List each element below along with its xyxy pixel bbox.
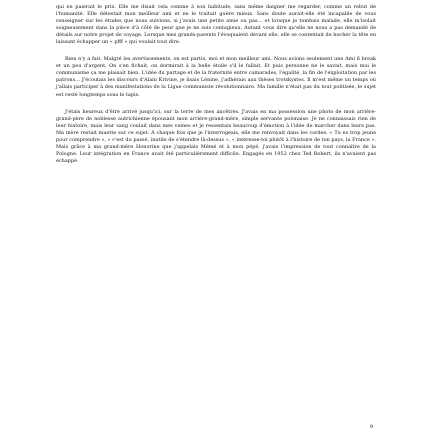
paragraph-continuation: qui en paierait le prix. Elle me disait cela comme à son habitude, sans même daigner me regarder, comme un rebut de l'humanité. Elle détestait mon meilleur ami et ne le traitait guère mieux. Sans doute aurait-elle été incapable de vous renseigner sur les études que nous suivions, si j'avais une petite amie ou pas… et lorsque je tombais malade, elle m'isolait soigneusement dans la pièce d'à côté de peur que je ne sois contagieux. Autant vous dire qu'elle ne nous a pas demandé de détails sur notre projet de voyage. Lorsque mes grands-parents l'évoquaient devant elle, elle se contentait de hocher la tête en laissant échapper un « pfff » qui voulait tout dire.	[56, 4, 376, 46]
paragraph-departure: Rien n'y a fait. Malgré les avertissements, on est partis, moi et mon meilleur ami. Nous avions seulement une Ami 6 break et un peu d'argent. On s'en fichait, on dormirait à la belle étoile s'il le fallait. Et puis personne ne le savait, mais moi le communisme ça me plaisait bien. L'idée du partage et de la fraternité entre camarades, l'égalité, la fin de l'exploitation par les patrons… J'écoutais les discours d'Alain Krivine, je lisais Lénine, j'adhérais aux thèses trotskystes. Il m'est même un temps où j'allais participer à des manifestations de la Ligue communiste révolutionnaire. Ma famille n'était pas du tout politisée, le sujet est resté longtemps sous le tapis.	[56, 56, 376, 98]
page-number: 9	[369, 424, 373, 430]
paragraph-ancestors: J'étais heureux d'être arrivé jusqu'ici, sur la terre de mes ancêtres. J'avais en ma possession une photo de mon arrière-grand-père de noblesse autrichienne épousant mon arrière-grand-mère, simple servante polonaise. Je ne connaissais rien de leur histoire, mais leur sang coulait dans mes veines et je ressentais beaucoup d'émotion à l'idée de marcher dans leurs pas. Ma mère restait muette sur ce sujet. À chaque fois que je l'interrogeais, elle me renvoyait dans les cordes. « Tu es trop jeune pour comprendre », « c'est du passé, inutile de s'étendre là-dessus », « intéresse-toi plutôt à l'histoire de ton pays, la France ». Mais grâce à ma grand-mère Honorine que j'appelais Mémé et à mon pépé, j'avais l'impression de tout connaître de la Pologne. Leur intégration en France avait été particulièrement difficile. Engagés en 1952 chez Ted Robert, ils n'avaient pas échappé	[56, 108, 376, 164]
text-column	[56, 4, 376, 165]
